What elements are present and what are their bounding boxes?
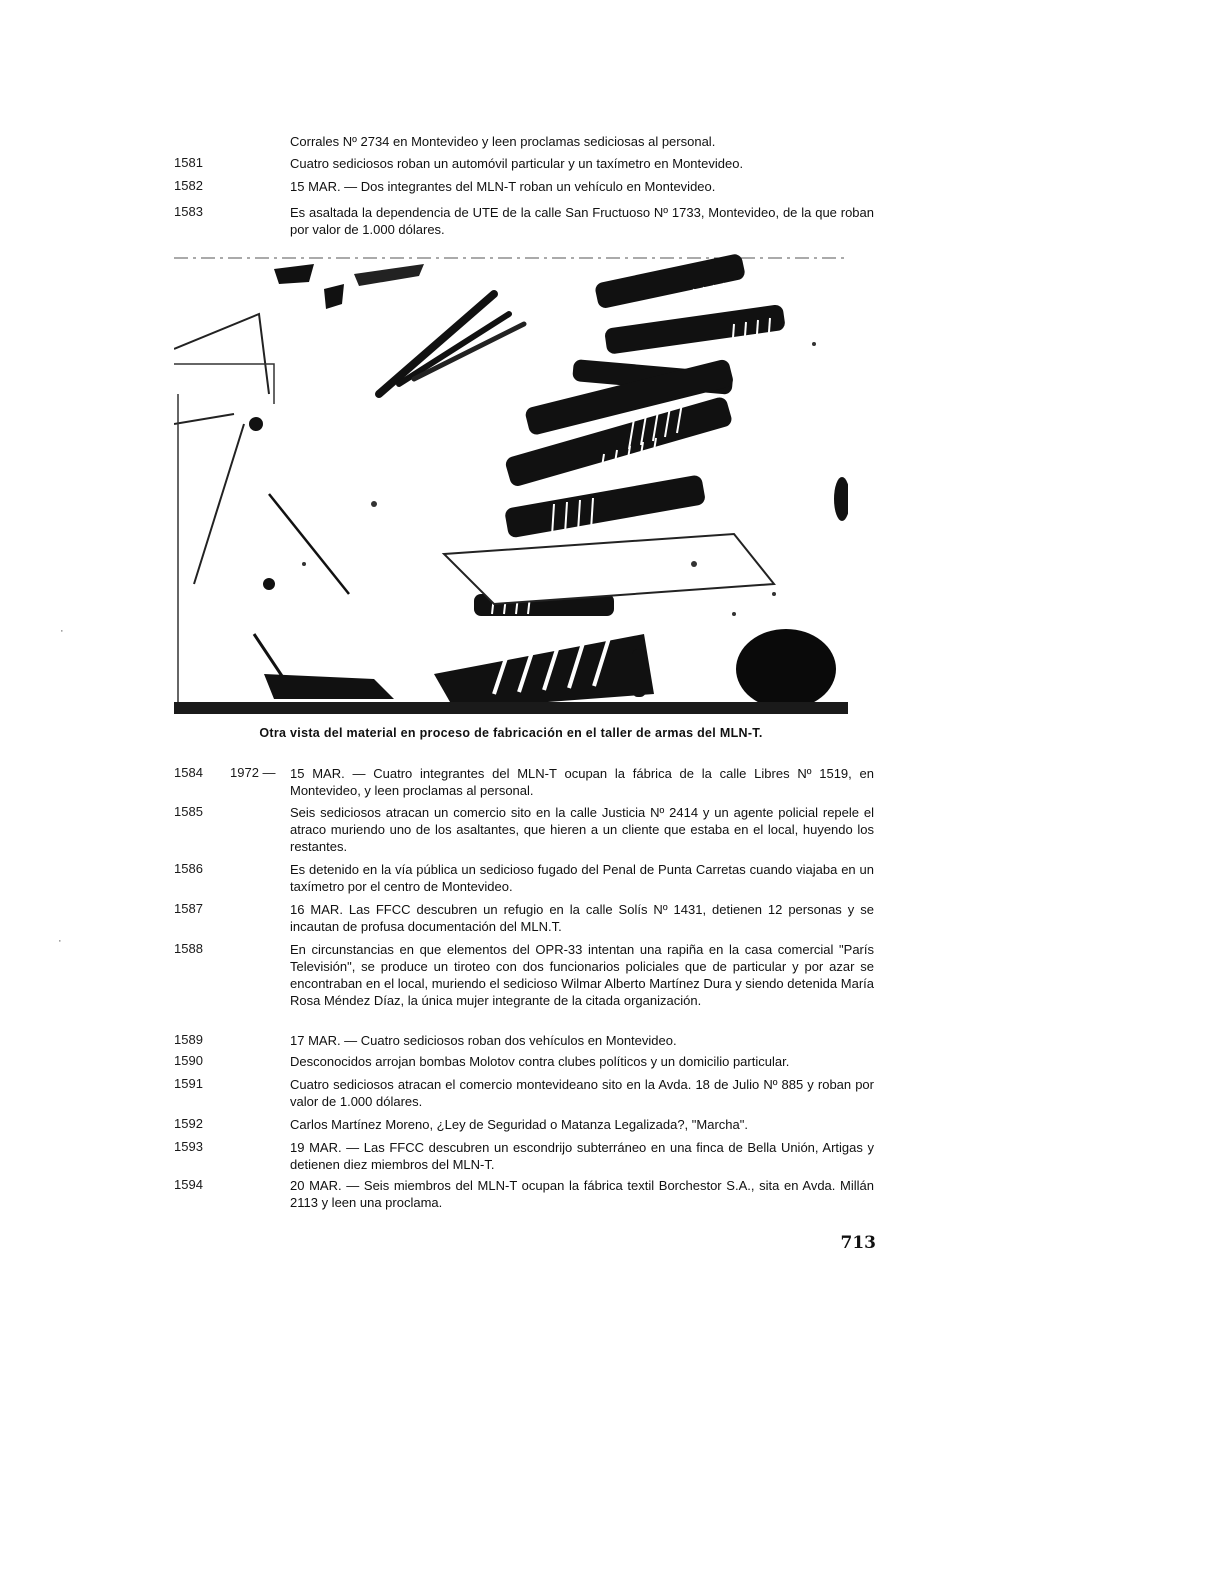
entry-text: 20 MAR. — Seis miembros del MLN-T ocupan la fábrica textil Borchestor S.A., sita en Avda. Millán 2113 y leen una proclama. [290, 1178, 874, 1210]
scan-speck: · [58, 935, 62, 947]
entry-number: 1586 [174, 861, 203, 876]
entry-year: 1972 — [230, 765, 276, 780]
entry-text: 17 MAR. — Cuatro sediciosos roban dos vehículos en Montevideo. [290, 1033, 677, 1048]
entry-number: 1587 [174, 901, 203, 916]
entry-number: 1588 [174, 941, 203, 956]
workshop-photo [174, 254, 848, 714]
entry-text: Carlos Martínez Moreno, ¿Ley de Seguridad o Matanza Legalizada?, "Marcha". [290, 1117, 748, 1132]
entry-number: 1583 [174, 204, 203, 219]
entry-number: 1584 [174, 765, 203, 780]
entry-text: Seis sediciosos atracan un comercio sito en la calle Justicia Nº 2414 y un agente policial repele el atraco muriendo uno de los asaltantes, que hieren a un cliente que estaba en el local, huyendo los restantes. [290, 805, 874, 854]
entry-number: 1589 [174, 1032, 203, 1047]
entry-text: 15 MAR. — Dos integrantes del MLN-T roban un vehículo en Montevideo. [290, 179, 716, 194]
workshop-photo-image [174, 254, 848, 714]
entry-text: Es asaltada la dependencia de UTE de la calle San Fructuoso Nº 1733, Montevideo, de la que roban por valor de 1.000 dólares. [290, 205, 874, 237]
entry-number: 1585 [174, 804, 203, 819]
entry-number: 1581 [174, 155, 203, 170]
entry-number: 1591 [174, 1076, 203, 1091]
scan-speck: · [60, 625, 64, 637]
entry-text: Cuatro sediciosos atracan el comercio montevideano sito en la Avda. 18 de Julio Nº 885 y roban por valor de 1.000 dólares. [290, 1077, 874, 1109]
page-number: 713 [840, 1233, 876, 1253]
entry-text: 16 MAR. Las FFCC descubren un refugio en la calle Solís Nº 1431, detienen 12 personas y se incautan de profusa documentación del MLN.T. [290, 902, 874, 934]
entry-number: 1593 [174, 1139, 203, 1154]
entry-number: 1590 [174, 1053, 203, 1068]
entry-text: En circunstancias en que elementos del OPR-33 intentan una rapiña en la casa comercial "París Televisión", se produce un tiroteo con dos funcionarios policiales que de particular y por azar se encontraban en el local, muriendo el sedicioso Wilmar Alberto Martínez Dura y siendo detenida María Rosa Méndez Díaz, la única mujer integrante de la citada organización. [290, 942, 874, 1008]
entry-number: 1594 [174, 1177, 203, 1192]
entry-number: 1582 [174, 178, 203, 193]
entry-text: Cuatro sediciosos roban un automóvil particular y un taxímetro en Montevideo. [290, 156, 744, 171]
photo-caption: Otra vista del material en proceso de fabricación en el taller de armas del MLN-T. [259, 726, 763, 740]
entry-text: Corrales Nº 2734 en Montevideo y leen proclamas sediciosas al personal. [290, 134, 716, 149]
entry-text: 19 MAR. — Las FFCC descubren un escondrijo subterráneo en una finca de Bella Unión, Artigas y detienen diez miembros del MLN-T. [290, 1140, 874, 1172]
entry-number: 1592 [174, 1116, 203, 1131]
entry-text: 15 MAR. — Cuatro integrantes del MLN-T ocupan la fábrica de la calle Libres Nº 1519, en Montevideo, y leen proclamas al personal. [290, 766, 874, 798]
entry-text: Es detenido en la vía pública un sedicioso fugado del Penal de Punta Carretas cuando viajaba en un taxímetro por el centro de Montevideo. [290, 862, 874, 894]
entry-text: Desconocidos arrojan bombas Molotov contra clubes políticos y un domicilio particular. [290, 1054, 790, 1069]
